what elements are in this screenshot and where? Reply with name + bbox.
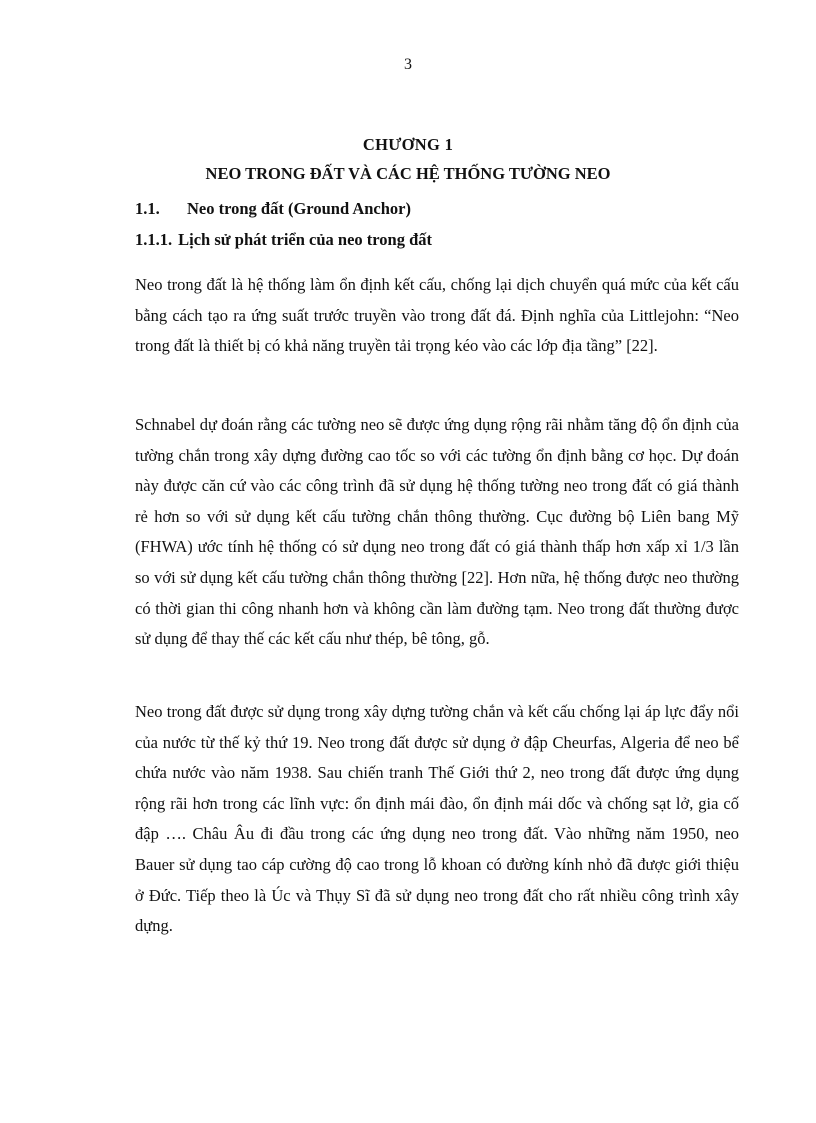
section-heading [135,196,411,222]
section-title: Neo trong đất (Ground Anchor) [187,199,411,218]
chapter-heading [0,132,816,187]
subsection-number: 1.1.1. [135,230,173,249]
chapter-label: CHƯƠNG 1 [362,135,454,154]
section-number: 1.1. [135,199,160,218]
paragraph-history: Neo trong đất được sử dụng trong xây dựng tường chắn và kết cấu chống lại áp lực đẩy nổi của nước từ thế kỷ thứ 19. Neo trong đất được sử dụng ở đập Cheurfas, Algeria để neo bể chứa nước vào năm 1938. Sau chiến tranh Thế Giới thứ 2, neo trong đất được ứng dụng rộng rãi hơn trong các lĩnh vực: ổn định mái đào, ổn định mái dốc và chống sạt lở, gia cố đập …. Châu Âu đi đầu trong các ứng dụng neo trong đất. Vào những năm 1950, neo Bauer sử dụng tao cáp cường độ cao trong lỗ khoan có đường kính nhỏ đã được giới thiệu ở Đức. Tiếp theo là Úc và Thụy Sĩ đã sử dụng neo trong đất cho rất nhiều công trình xây dựng. [135,702,739,936]
subsection-heading [135,227,432,253]
paragraph-schnabel: Schnabel dự đoán rằng các tường neo sẽ được ứng dụng rộng rãi nhằm tăng độ ổn định của tường chắn trong xây dựng đường cao tốc so với các tường ổn định bằng cơ học. Dự đoán này được căn cứ vào các công trình đã sử dụng hệ thống tường neo trong đất có giá thành rẻ hơn so với sử dụng kết cấu tường chắn thông thường. Cục đường bộ Liên bang Mỹ (FHWA) ước tính hệ thống có sử dụng neo trong đất có giá thành thấp hơn xấp xỉ 1/3 lần so với sử dụng kết cấu tường chắn thông thường [22]. Hơn nữa, hệ thống được neo thường có thời gian thi công nhanh hơn và không cần làm đường tạm. Neo trong đất thường được sử dụng để thay thế các kết cấu như thép, bê tông, gỗ. [135,415,739,649]
chapter-title: NEO TRONG ĐẤT VÀ CÁC HỆ THỐNG TƯỜNG NEO [205,164,611,183]
page-number: 3 [404,56,412,73]
paragraph-definition: Neo trong đất là hệ thống làm ổn định kết cấu, chống lại dịch chuyển quá mức của kết cấu bằng cách tạo ra ứng suất trước truyền vào trong đất đá. Định nghĩa của Littlejohn: “Neo trong đất là thiết bị có khả năng truyền tải trọng kéo vào các lớp địa tầng” [22]. [135,275,739,356]
subsection-title: Lịch sử phát triển của neo trong đất [178,230,433,249]
